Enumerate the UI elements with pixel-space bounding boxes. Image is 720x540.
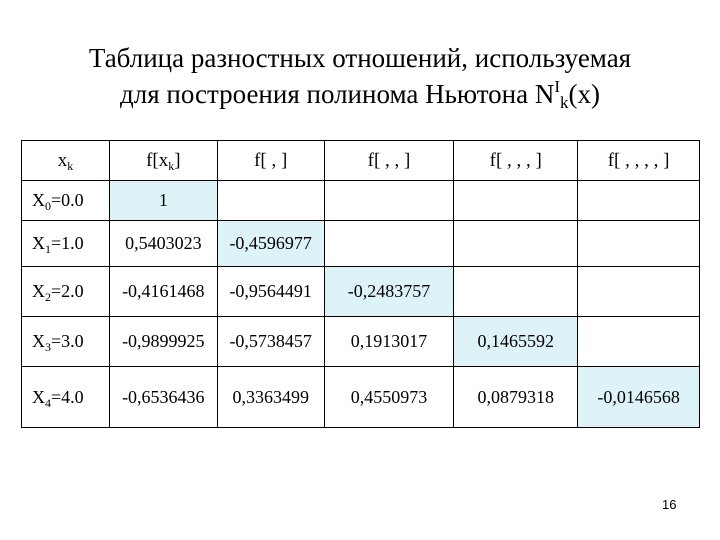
table-cell bbox=[578, 221, 700, 267]
table-cell bbox=[454, 267, 578, 317]
table-cell bbox=[324, 181, 454, 221]
table-cell: 0,1465592 bbox=[454, 317, 578, 367]
title-suffix: (x) bbox=[568, 79, 600, 109]
x-value-cell: $X_4=4.0$ bbox=[22, 367, 110, 428]
table-row bbox=[22, 367, 700, 428]
table-cell: -0,2483757 bbox=[324, 267, 454, 317]
x-value-cell: $X_0=0.0$ bbox=[22, 181, 110, 221]
table-row bbox=[22, 181, 700, 221]
x-value-cell: $X_1=1.0$ bbox=[22, 221, 110, 267]
table-cell: -0,4161468 bbox=[109, 267, 217, 317]
divided-differences-table bbox=[21, 140, 700, 428]
table-cell bbox=[578, 181, 700, 221]
title-line-2 bbox=[0, 76, 720, 112]
table-cell: 0,0879318 bbox=[454, 367, 578, 428]
table-cell bbox=[578, 267, 700, 317]
table-header-row bbox=[22, 141, 700, 181]
table-cell: -0,4596977 bbox=[217, 221, 324, 267]
table-cell: -0,9564491 bbox=[217, 267, 324, 317]
title-line-1: Таблица разностных отношений, используемая bbox=[88, 43, 632, 73]
header-cell: $f[x_k]$ bbox=[109, 141, 217, 181]
table-cell bbox=[454, 221, 578, 267]
table-row bbox=[22, 317, 700, 367]
slide-title bbox=[0, 40, 720, 112]
table-row bbox=[22, 221, 700, 267]
header-cell: $x_k$ bbox=[22, 141, 110, 181]
header-cell: f[ , ] bbox=[217, 141, 324, 181]
header-cell: f[ , , ] bbox=[324, 141, 454, 181]
table-cell: 0,4550973 bbox=[324, 367, 454, 428]
table-cell: 1 bbox=[109, 181, 217, 221]
table-cell: 0,5403023 bbox=[109, 221, 217, 267]
table-cell: 0,1913017 bbox=[324, 317, 454, 367]
table-cell: -0,9899925 bbox=[109, 317, 217, 367]
title-superscript: I bbox=[554, 77, 561, 96]
title-line-2-text: для построения полинома Ньютона N bbox=[120, 79, 555, 109]
header-cell: f[ , , , , ] bbox=[578, 141, 700, 181]
table-cell: -0,0146568 bbox=[578, 367, 700, 428]
page-number: 16 bbox=[662, 497, 677, 512]
table-cell: -0,5738457 bbox=[217, 317, 324, 367]
table-cell: 0,3363499 bbox=[217, 367, 324, 428]
table-cell: -0,6536436 bbox=[109, 367, 217, 428]
table-cell bbox=[217, 181, 324, 221]
table-cell bbox=[578, 317, 700, 367]
title-subscript: k bbox=[560, 93, 569, 112]
table-row bbox=[22, 267, 700, 317]
x-value-cell: $X_2=2.0$ bbox=[22, 267, 110, 317]
table-cell bbox=[324, 221, 454, 267]
table-cell bbox=[454, 181, 578, 221]
x-value-cell: $X_3=3.0$ bbox=[22, 317, 110, 367]
header-cell: f[ , , , ] bbox=[454, 141, 578, 181]
